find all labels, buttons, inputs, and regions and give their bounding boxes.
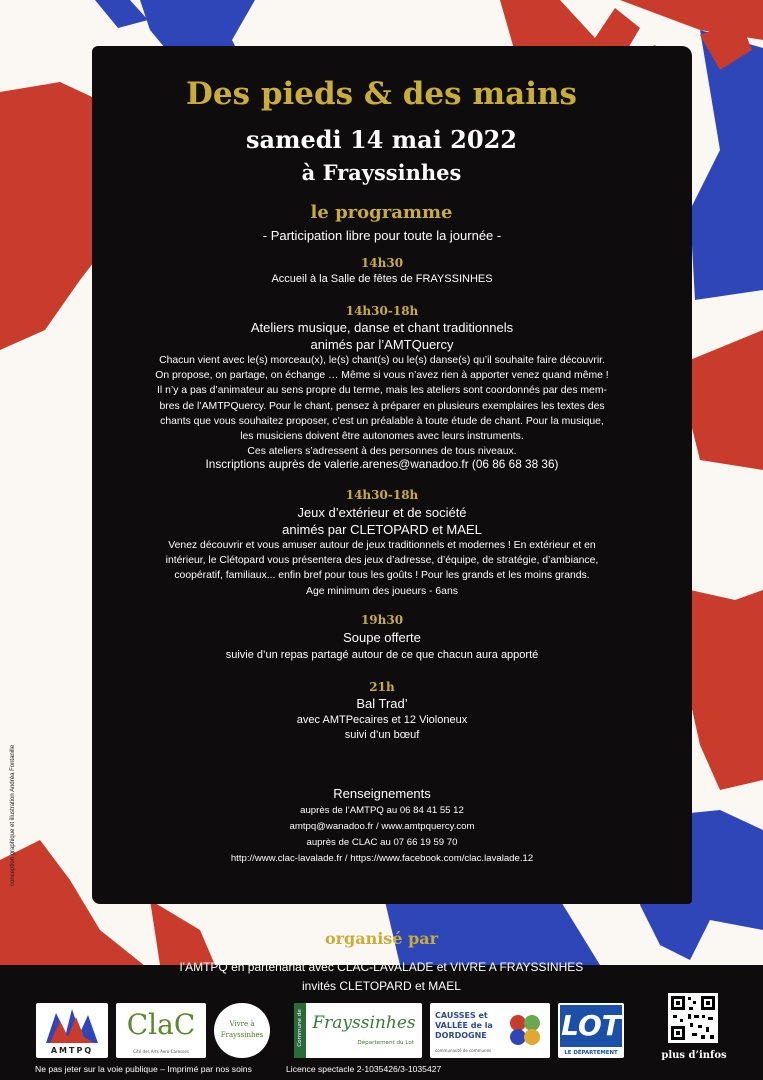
description-line: Chacun vient avec le(s) morceau(x), le(s) chant(s) ou le(s) danse(s) qu’il souhaite faire découvrir. bbox=[159, 355, 605, 366]
event-place: à Frayssinhes bbox=[301, 160, 462, 185]
causses-line: DORDOGNE bbox=[435, 1031, 487, 1040]
description-line: intérieur, le Clétopard vous présentera des jeux d’adresse, d’équipe, de stratégie, d’ambiance, bbox=[165, 555, 599, 567]
description-line: bres de l’AMTPQuercy. Pour le chant, pensez à préparer en plusieurs exemplaires les textes des bbox=[159, 400, 605, 412]
event-description bbox=[112, 353, 652, 459]
event-title-line: animés par CLETOPARD et MAEL bbox=[282, 522, 482, 537]
contact-line: amtpq@wanadoo.fr / www.amtpquercy.com bbox=[289, 821, 475, 832]
contact-line: auprès de l’AMTPQ au 06 84 41 55 12 bbox=[300, 805, 464, 816]
plus-d-infos-label: plus d’infos bbox=[661, 1050, 727, 1061]
event-line: suivi d’un bœuf bbox=[344, 729, 420, 741]
qr-code-icon[interactable] bbox=[668, 993, 718, 1043]
partners-line: invités CLETOPARD et MAEL bbox=[302, 979, 461, 993]
description-line: Venez découvrir et vous amuser autour de jeux traditionnels et modernes ! En extérieur et en bbox=[168, 540, 596, 551]
renseignements-block bbox=[112, 803, 652, 867]
lot-logo-text: LOT bbox=[560, 1005, 622, 1047]
description-line: les musiciens doivent être autonomes avec leurs instruments. bbox=[240, 431, 524, 443]
commune-logo-subtext: Département du Lot bbox=[357, 1040, 414, 1046]
event-title-line: Jeux d’extérieur et de société bbox=[297, 505, 467, 520]
contact-line: auprès de CLAC au 07 66 19 59 70 bbox=[306, 837, 458, 848]
event-time: 14h30-18h bbox=[345, 304, 419, 318]
event-description bbox=[112, 538, 652, 599]
event-line: Accueil à la Salle de fêtes de FRAYSSINHES bbox=[271, 273, 493, 285]
graphic-credit: conception graphique et illustration Andréa Fontanille bbox=[10, 744, 16, 886]
clac-logo-subtext: Cité des Arts Aero-Caresses bbox=[133, 1049, 189, 1054]
legal-notice: Ne pas jeter sur la voie publique – Imprimé par nos soins bbox=[35, 1064, 252, 1074]
causses-line: VALLÉE de la bbox=[435, 1021, 493, 1030]
description-line: chants que vous souhaitez proposer, c’est un préalable à toute étude de chant. Pour la musique, bbox=[160, 415, 604, 427]
commune-side-text: Commune de bbox=[297, 1009, 303, 1047]
partners-line: l’AMTPQ en partenariat avec CLAC-LAVALADE et VIVRE A FRAYSSINHES bbox=[179, 960, 584, 974]
vivre-logo-text: Vivre à Frayssinhes bbox=[220, 1020, 264, 1039]
licence-spectacle: Licence spectacle 2-1035426/3-1035427 bbox=[286, 1064, 442, 1074]
event-title-line: animés par l’AMTQuercy bbox=[310, 337, 454, 352]
clac-logo bbox=[116, 1003, 206, 1058]
description-line: On propose, on partage, on échange … Même si vous n’avez rien à apporter venez quand même ! bbox=[155, 370, 609, 382]
causses-vallee-dordogne-logo bbox=[430, 1003, 550, 1058]
event-line: avec AMTPecaires et 12 Violoneux bbox=[296, 714, 468, 726]
description-line: Ces ateliers s’adressent à des personnes de tous niveaux. bbox=[247, 446, 517, 458]
event-date: samedi 14 mai 2022 bbox=[246, 125, 517, 154]
amtpq-logo bbox=[36, 1003, 108, 1058]
event-title: Des pieds & des mains bbox=[185, 76, 578, 112]
causses-flower-icon bbox=[506, 1011, 544, 1049]
organise-par-heading: organisé par bbox=[324, 929, 439, 948]
description-line: Age minimum des joueurs - 6ans bbox=[306, 585, 458, 597]
event-title-line: Soupe offerte bbox=[343, 630, 421, 645]
event-time: 14h30-18h bbox=[345, 488, 419, 502]
amtpq-logo-text: AMTPQ bbox=[50, 1046, 94, 1055]
causses-subtext: communauté de communes bbox=[435, 1048, 492, 1053]
contact-line: http://www.clac-lavalade.fr / https://www.facebook.com/clac.lavalade.12 bbox=[230, 853, 534, 864]
vivre-a-frayssinhes-logo bbox=[214, 1003, 270, 1058]
lot-departement-logo bbox=[558, 1003, 624, 1058]
commune-logo-text: Frayssinhes bbox=[312, 1013, 416, 1033]
event-line: suivie d’un repas partagé autour de ce que chacun aura apporté bbox=[225, 649, 539, 661]
event-time: 21h bbox=[369, 680, 395, 694]
partners-text bbox=[0, 958, 763, 996]
participation-note: - Participation libre pour toute la journée - bbox=[262, 228, 502, 243]
event-time: 19h30 bbox=[360, 613, 404, 627]
programme-heading: le programme bbox=[310, 202, 453, 223]
description-line: Il n’y a pas d’animateur au sens propre du terme, mais les ateliers sont coordonnés par des mem- bbox=[157, 385, 607, 397]
renseignements-title: Renseignements bbox=[333, 786, 431, 801]
causses-line: CAUSSES et bbox=[435, 1011, 488, 1020]
clac-logo-text: ClaC bbox=[126, 1008, 196, 1041]
description-line: coopératif, familiaux... enfin bref pour tous les goûts ! Pour les grands et les moins grands. bbox=[174, 570, 590, 582]
event-title-line: Ateliers musique, danse et chant traditionnels bbox=[250, 320, 514, 335]
event-time: 14h30 bbox=[360, 256, 404, 270]
lot-logo-subtext: LE DÉPARTEMENT bbox=[564, 1050, 618, 1056]
event-title-line: Bal Trad’ bbox=[356, 696, 408, 711]
commune-frayssinhes-logo bbox=[294, 1003, 422, 1058]
inscription-line: Inscriptions auprès de valerie.arenes@wanadoo.fr (06 86 68 38 36) bbox=[205, 457, 559, 471]
